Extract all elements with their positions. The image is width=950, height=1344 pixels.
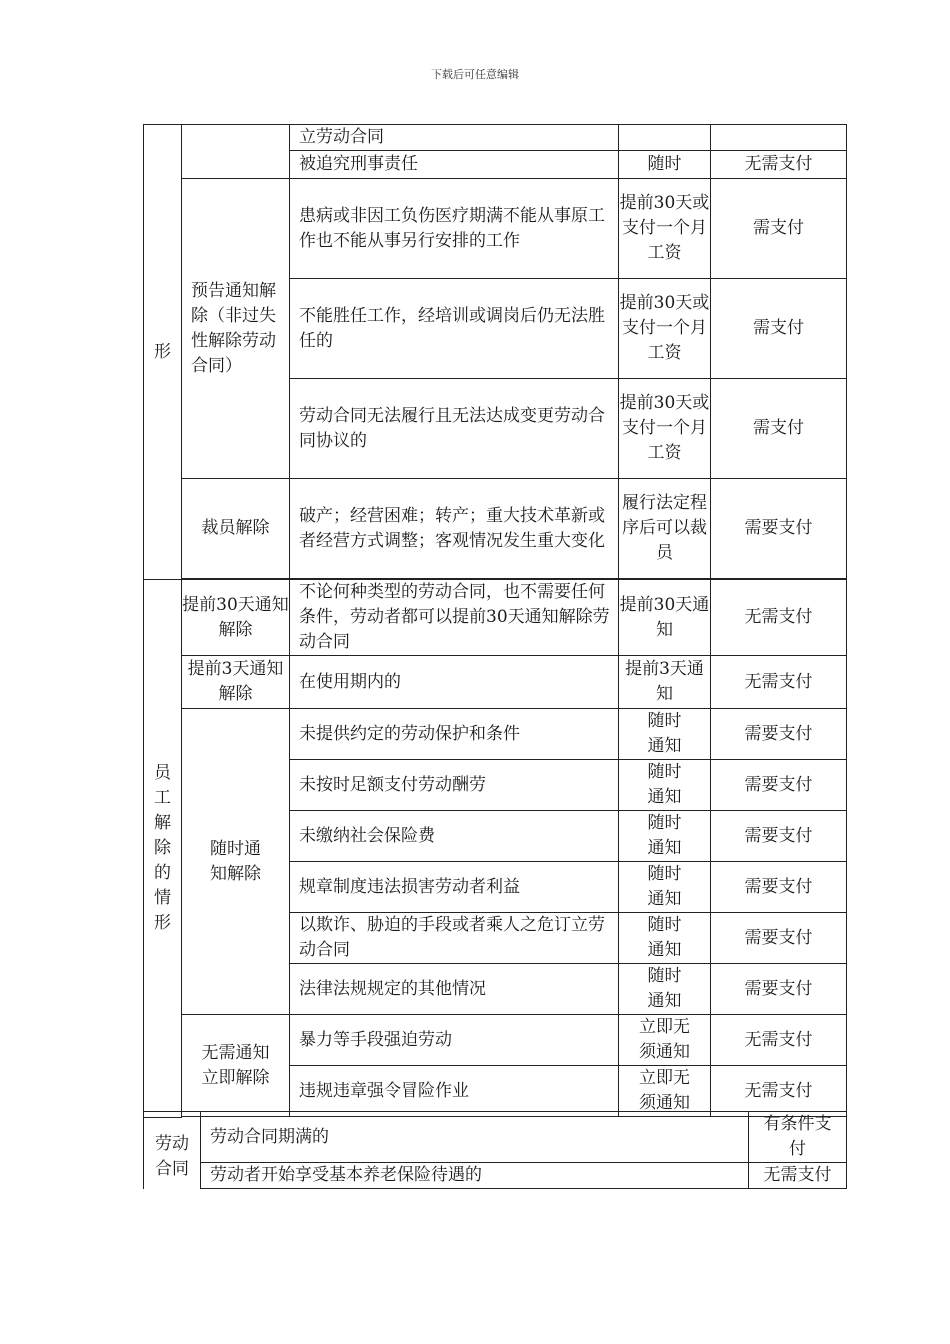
situation-cell: 暴力等手段强迫劳动 <box>290 1015 619 1066</box>
notice-cell: 提前3天通知 <box>619 656 711 709</box>
category-employee-label: 员工解除的情形 <box>144 580 182 1118</box>
compensation-cell: 有条件支付 <box>749 1112 847 1163</box>
notice-cell: 提前30天或支付一个月工资 <box>619 379 711 479</box>
category-employer-label: 形 <box>144 125 182 580</box>
situation-cell: 劳动合同期满的 <box>201 1112 749 1163</box>
situation-cell: 未按时足额支付劳动酬劳 <box>290 760 619 811</box>
situation-cell: 劳动者开始享受基本养老保险待遇的 <box>201 1163 749 1189</box>
subcategory-layoff: 裁员解除 <box>182 479 290 579</box>
compensation-cell: 无需支付 <box>711 580 847 656</box>
contract-end-table <box>143 1111 847 1189</box>
notice-cell <box>619 125 711 151</box>
notice-cell: 立即无须通知 <box>619 1066 711 1117</box>
compensation-cell: 需要支付 <box>711 479 847 579</box>
situation-cell: 立劳动合同 <box>290 125 619 151</box>
notice-cell: 随时通知 <box>619 862 711 913</box>
empty-subcategory-cell <box>182 125 290 179</box>
compensation-cell <box>711 125 847 151</box>
compensation-cell: 无需支付 <box>711 1066 847 1117</box>
situation-cell: 未缴纳社会保险费 <box>290 811 619 862</box>
compensation-cell: 无需支付 <box>711 1015 847 1066</box>
notice-cell: 随时通知 <box>619 913 711 964</box>
notice-cell: 提前30天或支付一个月工资 <box>619 179 711 279</box>
notice-cell: 提前30天或支付一个月工资 <box>619 279 711 379</box>
termination-table <box>143 124 847 1118</box>
situation-cell: 患病或非因工负伤医疗期满不能从事原工作也不能从事另行安排的工作 <box>290 179 619 279</box>
situation-cell: 被追究刑事责任 <box>290 151 619 179</box>
situation-cell: 在使用期内的 <box>290 656 619 709</box>
compensation-cell: 无需支付 <box>749 1163 847 1189</box>
compensation-cell: 需要支付 <box>711 913 847 964</box>
situation-cell: 以欺诈、胁迫的手段或者乘人之危订立劳动合同 <box>290 913 619 964</box>
page-header-note: 下载后可任意编辑 <box>431 68 519 81</box>
compensation-cell: 无需支付 <box>711 656 847 709</box>
situation-cell: 未提供约定的劳动保护和条件 <box>290 709 619 760</box>
notice-cell: 随时通知 <box>619 760 711 811</box>
compensation-cell: 需支付 <box>711 279 847 379</box>
compensation-cell: 需支付 <box>711 179 847 279</box>
subcategory-anytime: 随时通知解除 <box>182 709 290 1015</box>
notice-cell: 提前30天通知 <box>619 580 711 656</box>
notice-cell: 随时通知 <box>619 709 711 760</box>
subcategory-notice-termination: 预告通知解除（非过失性解除劳动合同） <box>182 179 290 479</box>
subcategory-immediate: 无需通知立即解除 <box>182 1015 290 1117</box>
situation-cell: 劳动合同无法履行且无法达成变更劳动合同协议的 <box>290 379 619 479</box>
category-contract-label: 劳动合同 <box>144 1112 201 1189</box>
compensation-cell: 需要支付 <box>711 760 847 811</box>
compensation-cell: 无需支付 <box>711 151 847 179</box>
notice-cell: 履行法定程序后可以裁员 <box>619 479 711 579</box>
subcategory-advance-3: 提前3天通知解除 <box>182 656 290 709</box>
notice-cell: 随时 <box>619 151 711 179</box>
notice-cell: 随时通知 <box>619 811 711 862</box>
compensation-cell: 需支付 <box>711 379 847 479</box>
situation-cell: 规章制度违法损害劳动者利益 <box>290 862 619 913</box>
situation-cell: 不能胜任工作，经培训或调岗后仍无法胜任的 <box>290 279 619 379</box>
situation-cell: 违规违章强令冒险作业 <box>290 1066 619 1117</box>
notice-cell: 随时通知 <box>619 964 711 1015</box>
situation-cell: 不论何种类型的劳动合同，也不需要任何条件，劳动者都可以提前30天通知解除劳动合同 <box>290 580 619 656</box>
compensation-cell: 需要支付 <box>711 709 847 760</box>
subcategory-advance-30: 提前30天通知解除 <box>182 580 290 656</box>
compensation-cell: 需要支付 <box>711 862 847 913</box>
situation-cell: 法律法规规定的其他情况 <box>290 964 619 1015</box>
notice-cell: 立即无须通知 <box>619 1015 711 1066</box>
compensation-cell: 需要支付 <box>711 811 847 862</box>
situation-cell: 破产；经营困难；转产；重大技术革新或者经营方式调整；客观情况发生重大变化 <box>290 479 619 579</box>
compensation-cell: 需要支付 <box>711 964 847 1015</box>
